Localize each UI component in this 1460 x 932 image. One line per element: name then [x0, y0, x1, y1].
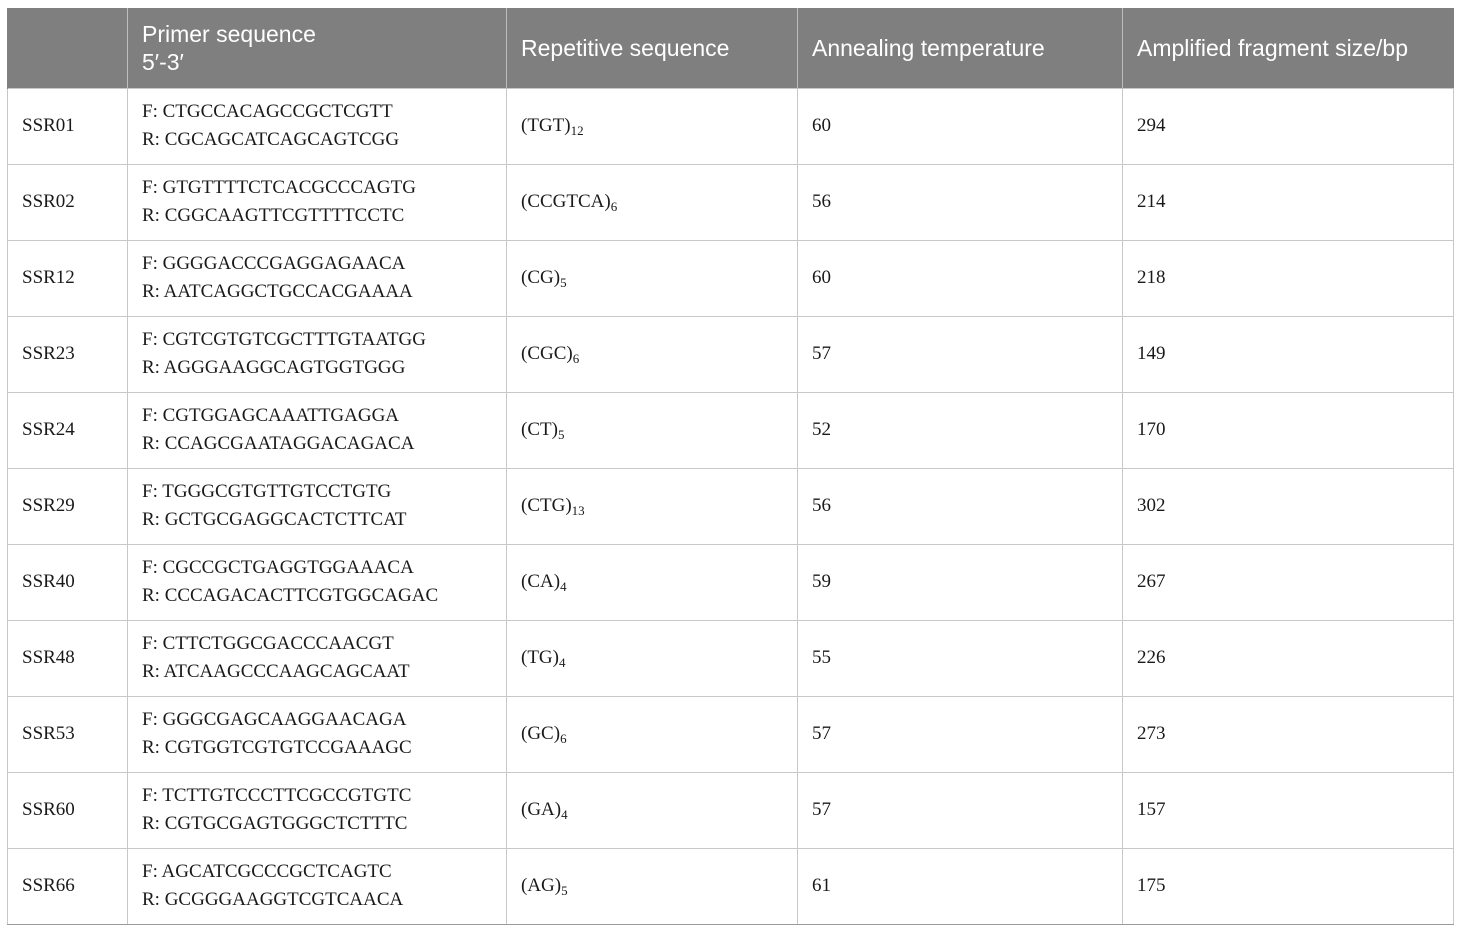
primer-sequence-cell [128, 544, 507, 620]
repetitive-sequence-cell [507, 316, 798, 392]
forward-primer: F: TCTTGTCCCTTCGCCGTGTC [142, 785, 412, 806]
marker-id-cell: SSR53 [8, 696, 128, 772]
fragment-size-cell: 218 [1123, 240, 1454, 316]
repeat-motif: (TG) [521, 647, 559, 668]
fragment-size-cell: 170 [1123, 392, 1454, 468]
primer-sequence-cell [128, 316, 507, 392]
table-row [8, 620, 1454, 696]
reverse-primer: R: AATCAGGCTGCCACGAAAA [142, 281, 413, 302]
forward-primer: F: CTTCTGGCGACCCAACGT [142, 633, 394, 654]
forward-primer: F: CGCCGCTGAGGTGGAAACA [142, 557, 414, 578]
reverse-primer: R: CGGCAAGTTCGTTTTCCTC [142, 205, 405, 226]
forward-primer: F: TGGGCGTGTTGTCCTGTG [142, 481, 392, 502]
repeat-motif: (CA) [521, 571, 561, 592]
forward-primer: F: GTGTTTTCTCACGCCCAGTG [142, 177, 416, 198]
reverse-primer: R: GCGGGAAGGTCGTCAACA [142, 889, 404, 910]
table-row [8, 240, 1454, 316]
header-row [8, 8, 1454, 88]
reverse-primer: R: ATCAAGCCCAAGCAGCAAT [142, 661, 410, 682]
annealing-temperature-cell: 57 [798, 772, 1123, 848]
repeat-count: 5 [557, 427, 565, 442]
annealing-temperature-cell: 52 [798, 392, 1123, 468]
fragment-size-cell: 149 [1123, 316, 1454, 392]
primer-sequence-cell [128, 164, 507, 240]
table-row [8, 468, 1454, 544]
header-primer-line1: Primer sequence [142, 20, 316, 47]
ssr-primer-table [7, 8, 1454, 925]
repetitive-sequence-cell [507, 620, 798, 696]
header-cell-id [8, 8, 128, 88]
reverse-primer: R: CGTGCGAGTGGGCTCTTTC [142, 813, 408, 834]
repeat-motif: (CGC) [521, 343, 573, 364]
primer-sequence-cell [128, 848, 507, 924]
fragment-size-cell: 273 [1123, 696, 1454, 772]
repetitive-sequence-cell [507, 848, 798, 924]
annealing-temperature-cell: 61 [798, 848, 1123, 924]
forward-primer: F: CTGCCACAGCCGCTCGTT [142, 101, 393, 122]
repeat-count: 4 [560, 579, 567, 594]
header-cell-primer-sequence [128, 8, 507, 88]
repeat-motif: (TGT) [521, 115, 571, 136]
primer-sequence-cell [128, 772, 507, 848]
header-cell-fragment-size: Amplified fragment size/bp [1123, 8, 1454, 88]
repeat-count: 12 [570, 123, 584, 138]
repeat-count: 13 [571, 503, 585, 518]
forward-primer: F: CGTGGAGCAAATTGAGGA [142, 405, 400, 426]
marker-id-cell: SSR48 [8, 620, 128, 696]
primer-sequence-cell [128, 392, 507, 468]
header-primer-line2: 5′-3′ [142, 48, 184, 75]
reverse-primer: R: AGGGAAGGCAGTGGTGGG [142, 357, 406, 378]
marker-id-cell: SSR66 [8, 848, 128, 924]
repeat-count: 6 [560, 731, 567, 746]
marker-id-cell: SSR40 [8, 544, 128, 620]
repeat-count: 5 [560, 275, 567, 290]
repeat-count: 4 [558, 655, 566, 670]
fragment-size-cell: 175 [1123, 848, 1454, 924]
marker-id-cell: SSR29 [8, 468, 128, 544]
marker-id-cell: SSR60 [8, 772, 128, 848]
repetitive-sequence-cell [507, 240, 798, 316]
header-cell-annealing-temperature: Annealing temperature [798, 8, 1123, 88]
repeat-count: 4 [561, 807, 568, 822]
repeat-motif: (CT) [521, 419, 558, 440]
repeat-motif: (AG) [521, 875, 562, 896]
marker-id-cell: SSR23 [8, 316, 128, 392]
reverse-primer: R: CGCAGCATCAGCAGTCGG [142, 129, 400, 150]
forward-primer: F: CGTCGTGTCGCTTTGTAATGG [142, 329, 426, 350]
primer-table-container [7, 8, 1453, 925]
repetitive-sequence-cell [507, 468, 798, 544]
header-cell-repetitive-sequence: Repetitive sequence [507, 8, 798, 88]
primer-sequence-cell [128, 240, 507, 316]
table-row [8, 544, 1454, 620]
table-header [8, 8, 1454, 88]
fragment-size-cell: 226 [1123, 620, 1454, 696]
primer-sequence-cell [128, 696, 507, 772]
repeat-motif: (GC) [521, 723, 561, 744]
marker-id-cell: SSR01 [8, 88, 128, 164]
table-row [8, 772, 1454, 848]
forward-primer: F: GGGGACCCGAGGAGAACA [142, 253, 406, 274]
repetitive-sequence-cell [507, 164, 798, 240]
annealing-temperature-cell: 60 [798, 240, 1123, 316]
reverse-primer: R: CCAGCGAATAGGACAGACA [142, 433, 415, 454]
repetitive-sequence-cell [507, 772, 798, 848]
repeat-motif: (CCGTCA) [521, 191, 611, 212]
repetitive-sequence-cell [507, 392, 798, 468]
reverse-primer: R: GCTGCGAGGCACTCTTCAT [142, 509, 407, 530]
fragment-size-cell: 157 [1123, 772, 1454, 848]
annealing-temperature-cell: 56 [798, 468, 1123, 544]
marker-id-cell: SSR02 [8, 164, 128, 240]
repetitive-sequence-cell [507, 544, 798, 620]
table-row [8, 316, 1454, 392]
table-row [8, 164, 1454, 240]
annealing-temperature-cell: 57 [798, 316, 1123, 392]
table-body [8, 88, 1454, 924]
table-row [8, 88, 1454, 164]
marker-id-cell: SSR24 [8, 392, 128, 468]
repetitive-sequence-cell [507, 88, 798, 164]
annealing-temperature-cell: 59 [798, 544, 1123, 620]
fragment-size-cell: 302 [1123, 468, 1454, 544]
forward-primer: F: GGGCGAGCAAGGAACAGA [142, 709, 407, 730]
reverse-primer: R: CGTGGTCGTGTCCGAAAGC [142, 737, 412, 758]
repeat-count: 5 [561, 883, 568, 898]
annealing-temperature-cell: 56 [798, 164, 1123, 240]
marker-id-cell: SSR12 [8, 240, 128, 316]
annealing-temperature-cell: 60 [798, 88, 1123, 164]
repeat-motif: (CG) [521, 267, 561, 288]
repeat-motif: (GA) [521, 799, 562, 820]
primer-sequence-cell [128, 620, 507, 696]
repeat-count: 6 [610, 199, 618, 214]
repeat-count: 6 [572, 351, 580, 366]
annealing-temperature-cell: 57 [798, 696, 1123, 772]
forward-primer: F: AGCATCGCCCGCTCAGTC [142, 861, 392, 882]
fragment-size-cell: 267 [1123, 544, 1454, 620]
table-row [8, 848, 1454, 924]
fragment-size-cell: 214 [1123, 164, 1454, 240]
table-row [8, 696, 1454, 772]
reverse-primer: R: CCCAGACACTTCGTGGCAGAC [142, 585, 439, 606]
annealing-temperature-cell: 55 [798, 620, 1123, 696]
primer-sequence-cell [128, 88, 507, 164]
repeat-motif: (CTG) [521, 495, 572, 516]
primer-sequence-cell [128, 468, 507, 544]
repetitive-sequence-cell [507, 696, 798, 772]
table-row [8, 392, 1454, 468]
fragment-size-cell: 294 [1123, 88, 1454, 164]
